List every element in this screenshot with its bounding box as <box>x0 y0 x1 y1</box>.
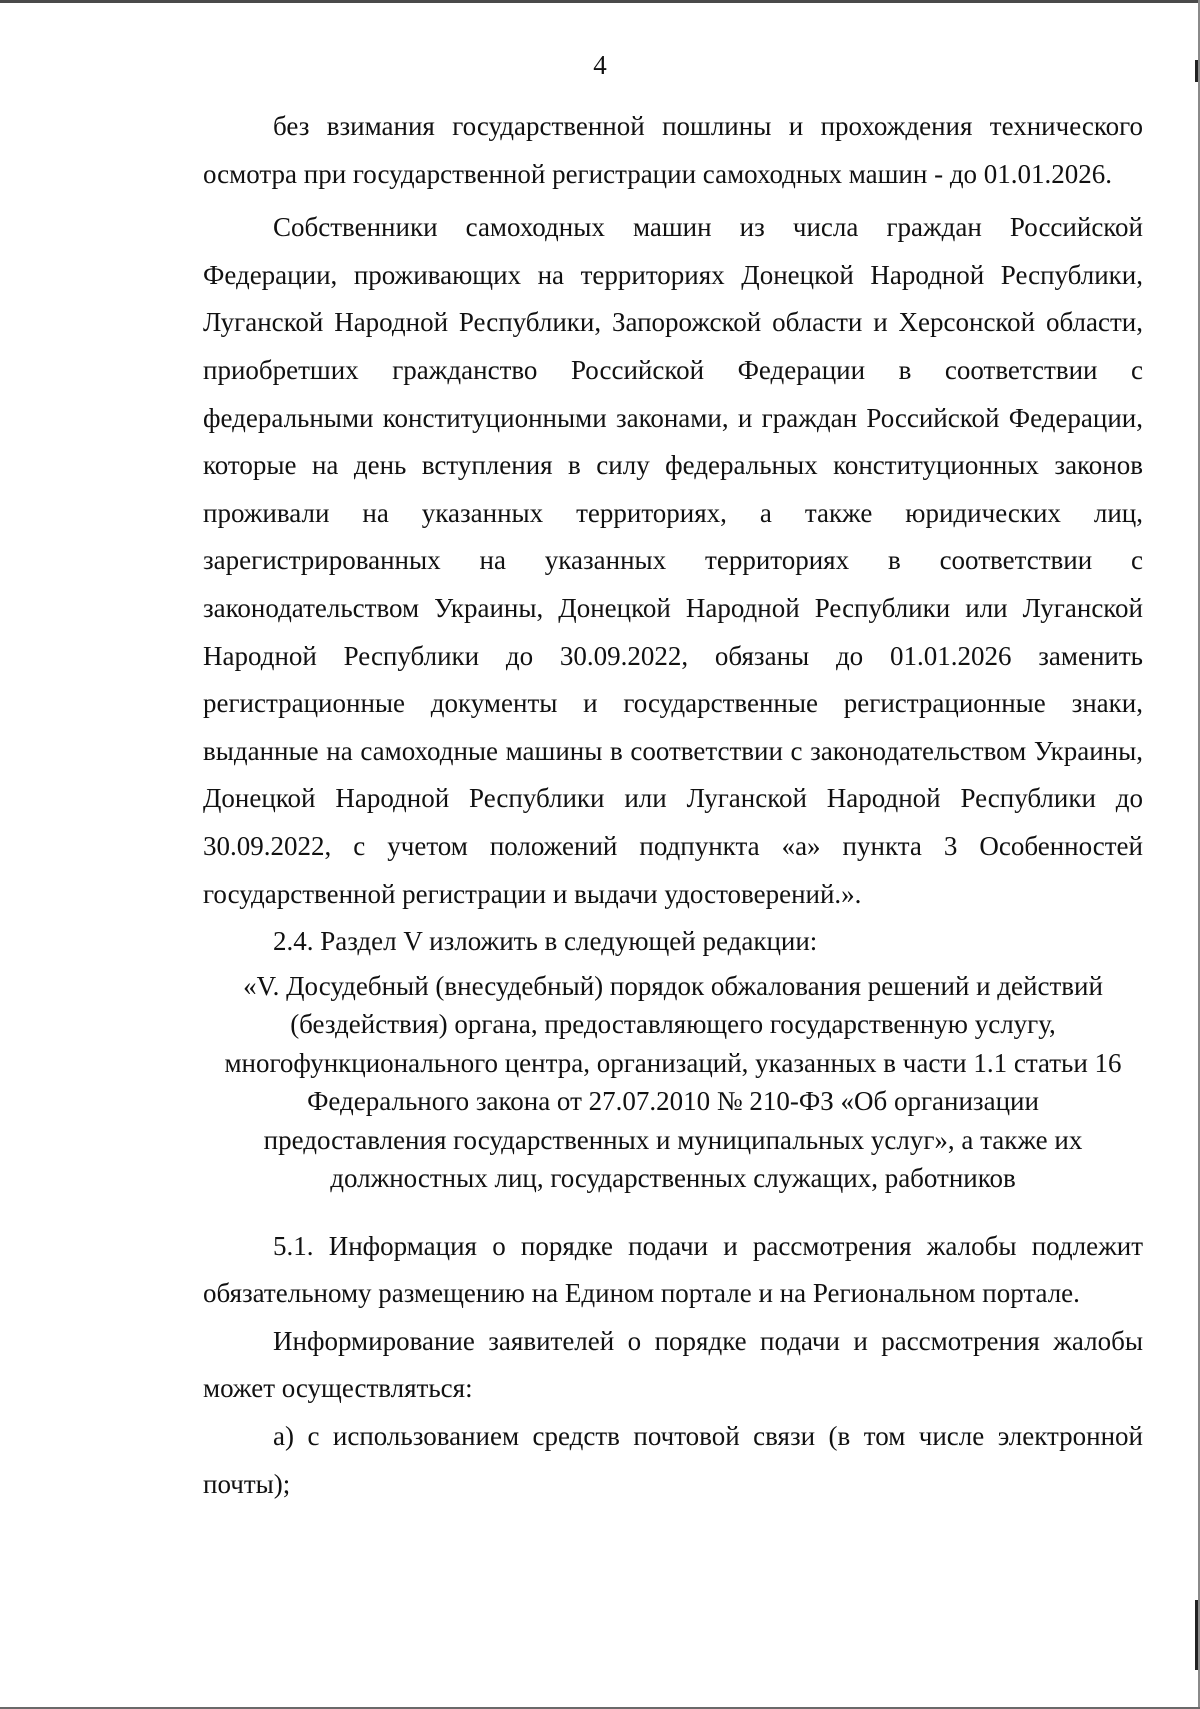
section-heading-line: «V. Досудебный (внесудебный) порядок обжалования решений и действий <box>243 970 1103 1001</box>
document-body <box>203 103 1143 1508</box>
paragraph-owners-obligation: Собственники самоходных машин из числа граждан Российской Федерации, проживающих на территориях Донецкой Народной Республики, Луганской Народной Республики, Запорожской области и Херсонской области, приобретших гражданство Российской Федерации в соответствии с федеральными конституционными законами, и граждан Российской Федерации, которые на день вступления в силу федеральных конституционных законов проживали на указанных территориях, а также юридических лиц, зарегистрированных на указанных территориях в соответствии с законодательством Украины, Донецкой Народной Республики или Луганской Народной Республики до 30.09.2022, обязаны до 01.01.2026 заменить регистрационные документы и государственные регистрационные знаки, выданные на самоходные машины в соответствии с законодательством Украины, Донецкой Народной Республики или Луганской Народной Республики до 30.09.2022, с учетом положений подпункта «а» пункта 3 Особенностей государственной регистрации и выдачи удостоверений.». <box>203 212 1143 909</box>
page-number: 4 <box>593 50 607 80</box>
section-heading-line: должностных лиц, государственных служащих, работников <box>330 1163 1016 1194</box>
section-heading-line: (бездействия) органа, предоставляющего государственную услугу, <box>290 1009 1056 1040</box>
section-heading-line: предоставления государственных и муниципальных услуг», а также их <box>263 1124 1083 1155</box>
section-heading <box>203 968 1143 1197</box>
paragraph-informing: Информирование заявителей о порядке подачи и рассмотрения жалобы может осуществляться: <box>203 1325 1143 1404</box>
paragraph-amendment-2-4: 2.4. Раздел V изложить в следующей редакции: <box>273 926 818 957</box>
section-heading-line: Федерального закона от 27.07.2010 № 210-ФЗ «Об организации <box>307 1086 1039 1117</box>
section-heading-line: многофункционального центра, организаций, указанных в части 1.1 статьи 16 <box>224 1047 1122 1078</box>
scan-mark-right-lower <box>1195 1600 1198 1670</box>
paragraph-5-1: 5.1. Информация о порядке подачи и рассмотрения жалобы подлежит обязательному размещению на Едином портале и на Региональном портале. <box>203 1230 1143 1309</box>
scan-edge-top <box>0 0 1200 3</box>
list-item-a: а) с использованием средств почтовой связи (в том числе электронной почты); <box>203 1421 1143 1499</box>
paragraph-continuation: без взимания государственной пошлины и прохождения технического осмотра при государственной регистрации самоходных машин - до 01.01.2026. <box>203 111 1143 189</box>
